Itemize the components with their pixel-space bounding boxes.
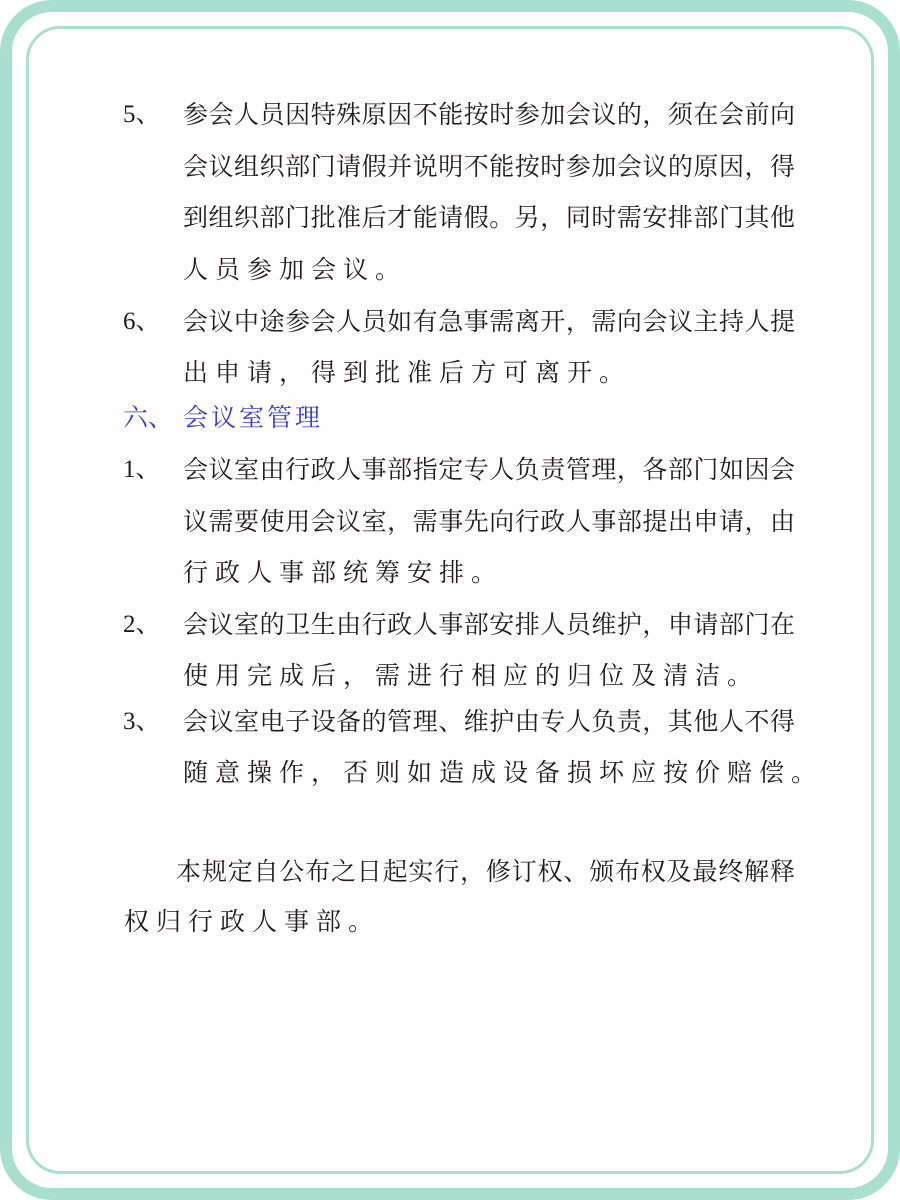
- item-text-line: 议需要使用会议室，需事先向行政人事部提出申请，由: [183, 507, 795, 536]
- item-text-line: 会议组织部门请假并说明不能按时参加会议的原因，得: [183, 152, 795, 181]
- item-number: 3、: [123, 708, 161, 735]
- item-number: 2、: [123, 611, 161, 638]
- item-text-line: 随意操作，否则如造成设备损坏应按价赔偿。: [183, 758, 824, 787]
- item-text-line: 使用完成后，需进行相应的归位及清洁。: [183, 661, 760, 690]
- section-title: 会议室管理: [183, 403, 324, 432]
- item-number: 5、: [123, 101, 161, 128]
- item-text-line: 会议室的卫生由行政人事部安排人员维护，申请部门在: [183, 610, 795, 639]
- item-text-line: 行政人事部统筹安排。: [183, 558, 504, 587]
- item-text-line: 会议中途参会人员如有急事需离开，需向会议主持人提: [183, 307, 795, 336]
- item-text-line: 出申请，得到批准后方可离开。: [183, 358, 632, 387]
- closing-text-line: 权归行政人事部。: [124, 907, 381, 936]
- item-number: 1、: [123, 456, 161, 483]
- item-text-line: 会议室电子设备的管理、维护由专人负责，其他人不得: [183, 707, 795, 736]
- item-number: 6、: [123, 308, 161, 335]
- closing-text-line: 本规定自公布之日起实行，修订权、颁布权及最终解释: [176, 857, 795, 886]
- item-text-line: 参会人员因特殊原因不能按时参加会议的，须在会前向: [183, 100, 795, 129]
- item-text-line: 人员参加会议。: [183, 255, 408, 284]
- item-text-line: 到组织部门批准后才能请假。另，同时需安排部门其他: [183, 203, 795, 232]
- section-number: 六、: [123, 403, 174, 432]
- item-text-line: 会议室由行政人事部指定专人负责管理，各部门如因会: [183, 455, 795, 484]
